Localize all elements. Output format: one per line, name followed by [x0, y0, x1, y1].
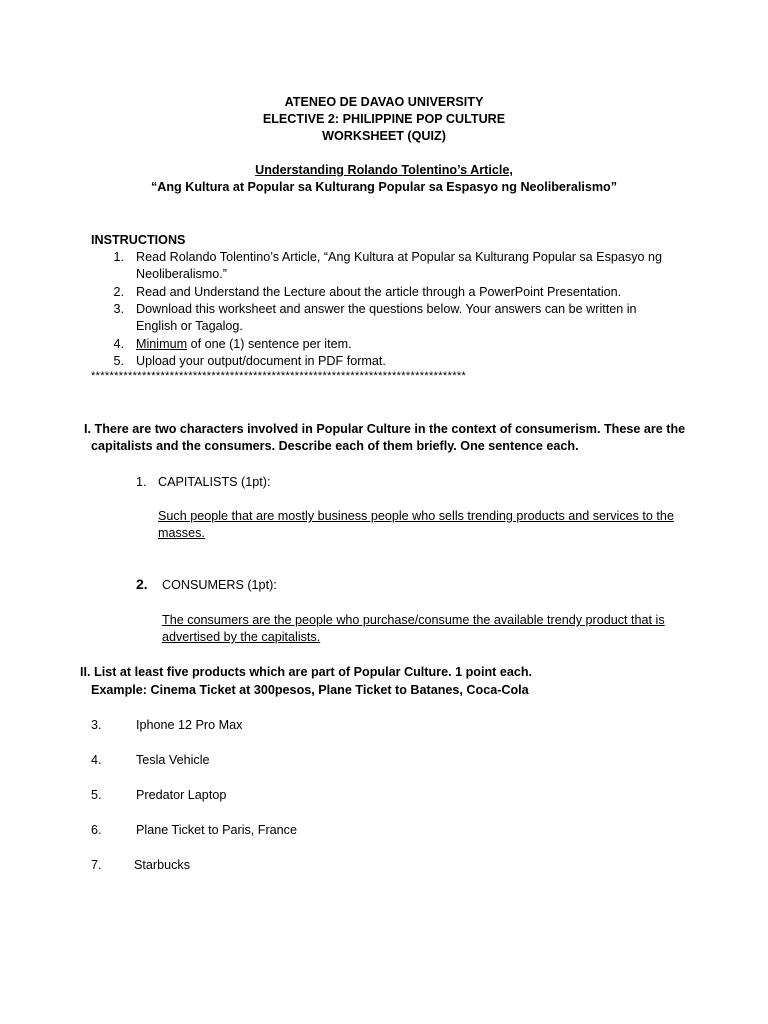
q1-answer: Such people that are mostly business people who sells trending products and services to the: [158, 509, 674, 523]
q1-label: CAPITALISTS (1pt):: [158, 475, 271, 489]
q2-answer: The consumers are the people who purchase/consume the available trendy product that is: [162, 613, 665, 627]
q2-number: 2.: [136, 576, 148, 592]
product-number: 3.: [91, 718, 102, 732]
product-number: 5.: [91, 788, 102, 802]
instructions-heading: INSTRUCTIONS: [91, 233, 186, 247]
q2-answer-cont: advertised by the capitalists.: [162, 630, 321, 644]
instruction-number: 5.: [113, 354, 124, 368]
part2-example: Example: Cinema Ticket at 300pesos, Plane Ticket to Batanes, Coca-Cola: [91, 683, 529, 697]
instruction-text: Read and Understand the Lecture about the article through a PowerPoint Presentation.: [136, 285, 622, 299]
product-name: Plane Ticket to Paris, France: [136, 823, 297, 837]
q1-answer-cont: masses.: [158, 526, 205, 540]
instruction-text-cont: English or Tagalog.: [136, 319, 243, 333]
part1-question-cont: capitalists and the consumers. Describe each of them briefly. One sentence each.: [91, 439, 579, 453]
instruction-number: 4.: [113, 337, 124, 351]
article-title: Understanding Rolando Tolentino’s Article,: [255, 163, 513, 177]
product-name: Tesla Vehicle: [136, 753, 210, 767]
article-subtitle: “Ang Kultura at Popular sa Kulturang Popular sa Espasyo ng Neoliberalismo”: [150, 180, 618, 194]
q2-label: CONSUMERS (1pt):: [162, 578, 277, 592]
q1-number: 1.: [136, 475, 147, 489]
emphasis-minimum: Minimum: [136, 337, 188, 351]
product-number: 4.: [91, 753, 102, 767]
university-name: ATENEO DE DAVAO UNIVERSITY: [284, 95, 484, 109]
product-number: 7.: [91, 858, 102, 872]
instruction-number: 1.: [113, 250, 124, 264]
instruction-text-rest: of one (1) sentence per item.: [187, 337, 352, 351]
product-name: Starbucks: [134, 858, 190, 872]
instruction-text: Download this worksheet and answer the questions below. Your answers can be written in: [136, 302, 637, 316]
course-title: ELECTIVE 2: PHILIPPINE POP CULTURE: [262, 112, 506, 126]
instruction-text-cont: Neoliberalismo.”: [136, 267, 227, 281]
part2-question: II. List at least five products which are part of Popular Culture. 1 point each.: [80, 665, 533, 679]
instruction-text: [136, 336, 352, 353]
separator-line: *********************************************************************************: [91, 370, 467, 382]
document-type: WORKSHEET (QUIZ): [322, 129, 446, 143]
product-name: Iphone 12 Pro Max: [136, 718, 243, 732]
instruction-text: Upload your output/document in PDF format.: [136, 354, 386, 368]
instruction-number: 3.: [113, 302, 124, 316]
product-number: 6.: [91, 823, 102, 837]
product-name: Predator Laptop: [136, 788, 227, 802]
part1-question: I. There are two characters involved in Popular Culture in the context of consumerism. These are the: [84, 422, 686, 436]
instruction-number: 2.: [113, 285, 124, 299]
instruction-text: Read Rolando Tolentino’s Article, “Ang Kultura at Popular sa Kulturang Popular sa Espasyo ng: [136, 250, 662, 264]
